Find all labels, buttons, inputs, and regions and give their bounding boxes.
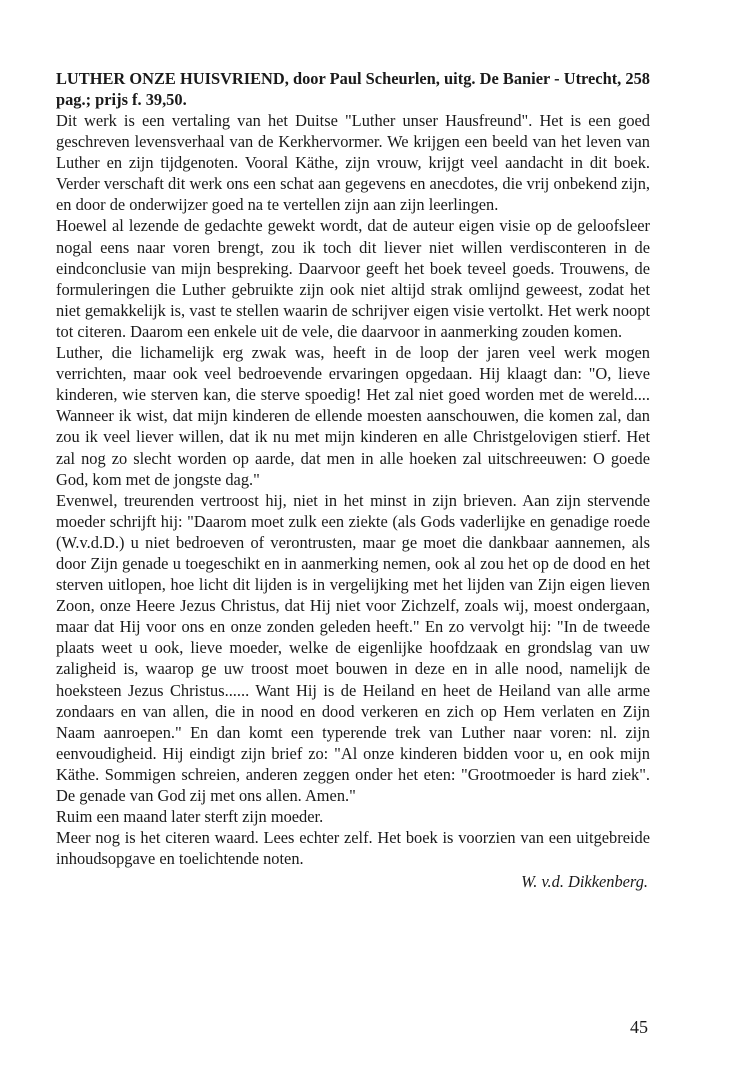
review-paragraph-4: Evenwel, treurenden vertroost hij, niet in het minst in zijn brieven. Aan zijn stervende moeder schrijft hij: "Daarom moet zulk een ziekte (als Gods vaderlijke en genadige roede (W.v.d.D.) u niet bedroeven of verontrusten, maar ge moet die dankbaar aannemen, als door Zijn genade u toegeschikt en in aanmerking nemen, ook al zou het op de dood en het sterven uitlopen, hoe licht dit lijden is in vergelijking met het lijden van Zijn eigen lieven Zoon, onze Heere Jezus Christus, dat Hij niet voor Zichzelf, zoals wij, moest ondergaan, maar dat Hij voor ons en onze zonden geleden heeft." En zo vervolgt hij: "In de tweede plaats weet u ook, lieve moeder, welke de eigenlijke hoofdzaak en grondslag van uw zaligheid is, waarop ge uw troost moet bouwen in deze en in alle nood, namelijk de hoeksteen Jezus Christus...... Want Hij is de Heiland en heet de Heiland van alle arme zondaars en van allen, die in nood en dood verkeren en zich op Hem verlaten en Zijn Naam aanroepen." En dan komt een typerende trek van Luther naar voren: nl. zijn eenvoudigheid. Hij eindigt zijn brief zo: "Al onze kinderen bidden voor u, en ook mijn Käthe. Sommigen schreien, anderen zeggen onder het eten: "Grootmoeder is hard ziek". De genade van God zij met ons allen. Amen.": [56, 490, 650, 805]
review-paragraph-1: Dit werk is een vertaling van het Duitse "Luther unser Hausfreund". Het is een goed geschreven levensverhaal van de Kerkhervormer. We krijgen een beeld van het leven van Luther en zijn tijdgenoten. Vooral Käthe, zijn vrouw, krijgt veel aandacht in dit boek. Verder verschaft dit werk ons een schat aan gegevens en anecdotes, die vrij onbekend zijn, en door de onderwijzer goed na te vertellen zijn aan zijn leerlingen.: [56, 111, 650, 215]
review-paragraph-3: Luther, die lichamelijk erg zwak was, heeft in de loop der jaren veel werk mogen verrichten, maar ook veel bedroevende ervaringen opgedaan. Hij klaagt dan: "O, lieve kinderen, wie sterven kan, die sterve spoedig! Het zal niet goed worden met de wereld.... Wanneer ik wist, dat mijn kinderen de ellende moesten aanschouwen, die komen zal, dan zou ik veel liever willen, dat ik nu met mijn kinderen en alle Christgelovigen stierf. Het zal nog zo slecht worden op aarde, dat men in alle hoeken zal uitschreeuwen: O goede God, kom met de jongste dag.": [56, 343, 650, 489]
review-paragraph-5: Ruim een maand later sterft zijn moeder.: [56, 807, 324, 827]
review-paragraph-2: Hoewel al lezende de gedachte gewekt wordt, dat de auteur eigen visie op de geloofsleer nogal eens naar voren brengt, zou ik toch dit liever niet willen verdisconteren in de eindconclusie van mijn bespreking. Daarvoor geeft het boek teveel goeds. Trouwens, de formuleringen die Luther gebruikte zijn ook niet altijd strak omlijnd geweest, zodat het niet gemakkelijk is, vast te stellen waarin de schrijver eigen visie vertolkt. Het werk noopt tot citeren. Daarom een enkele uit de vele, die daarvoor in aanmerking zouden komen.: [56, 216, 650, 341]
page-number: 45: [630, 1017, 648, 1037]
review-paragraph-6: Meer nog is het citeren waard. Lees echter zelf. Het boek is voorzien van een uitgebreide inhoudsopgave en toelichtende noten.: [56, 828, 650, 869]
review-signature: W. v.d. Dikkenberg.: [521, 872, 648, 892]
review-article: [56, 68, 650, 893]
review-heading: LUTHER ONZE HUISVRIEND, door Paul Scheurlen, uitg. De Banier - Utrecht, 258 pag.; prijs f. 39,50.: [56, 69, 650, 109]
